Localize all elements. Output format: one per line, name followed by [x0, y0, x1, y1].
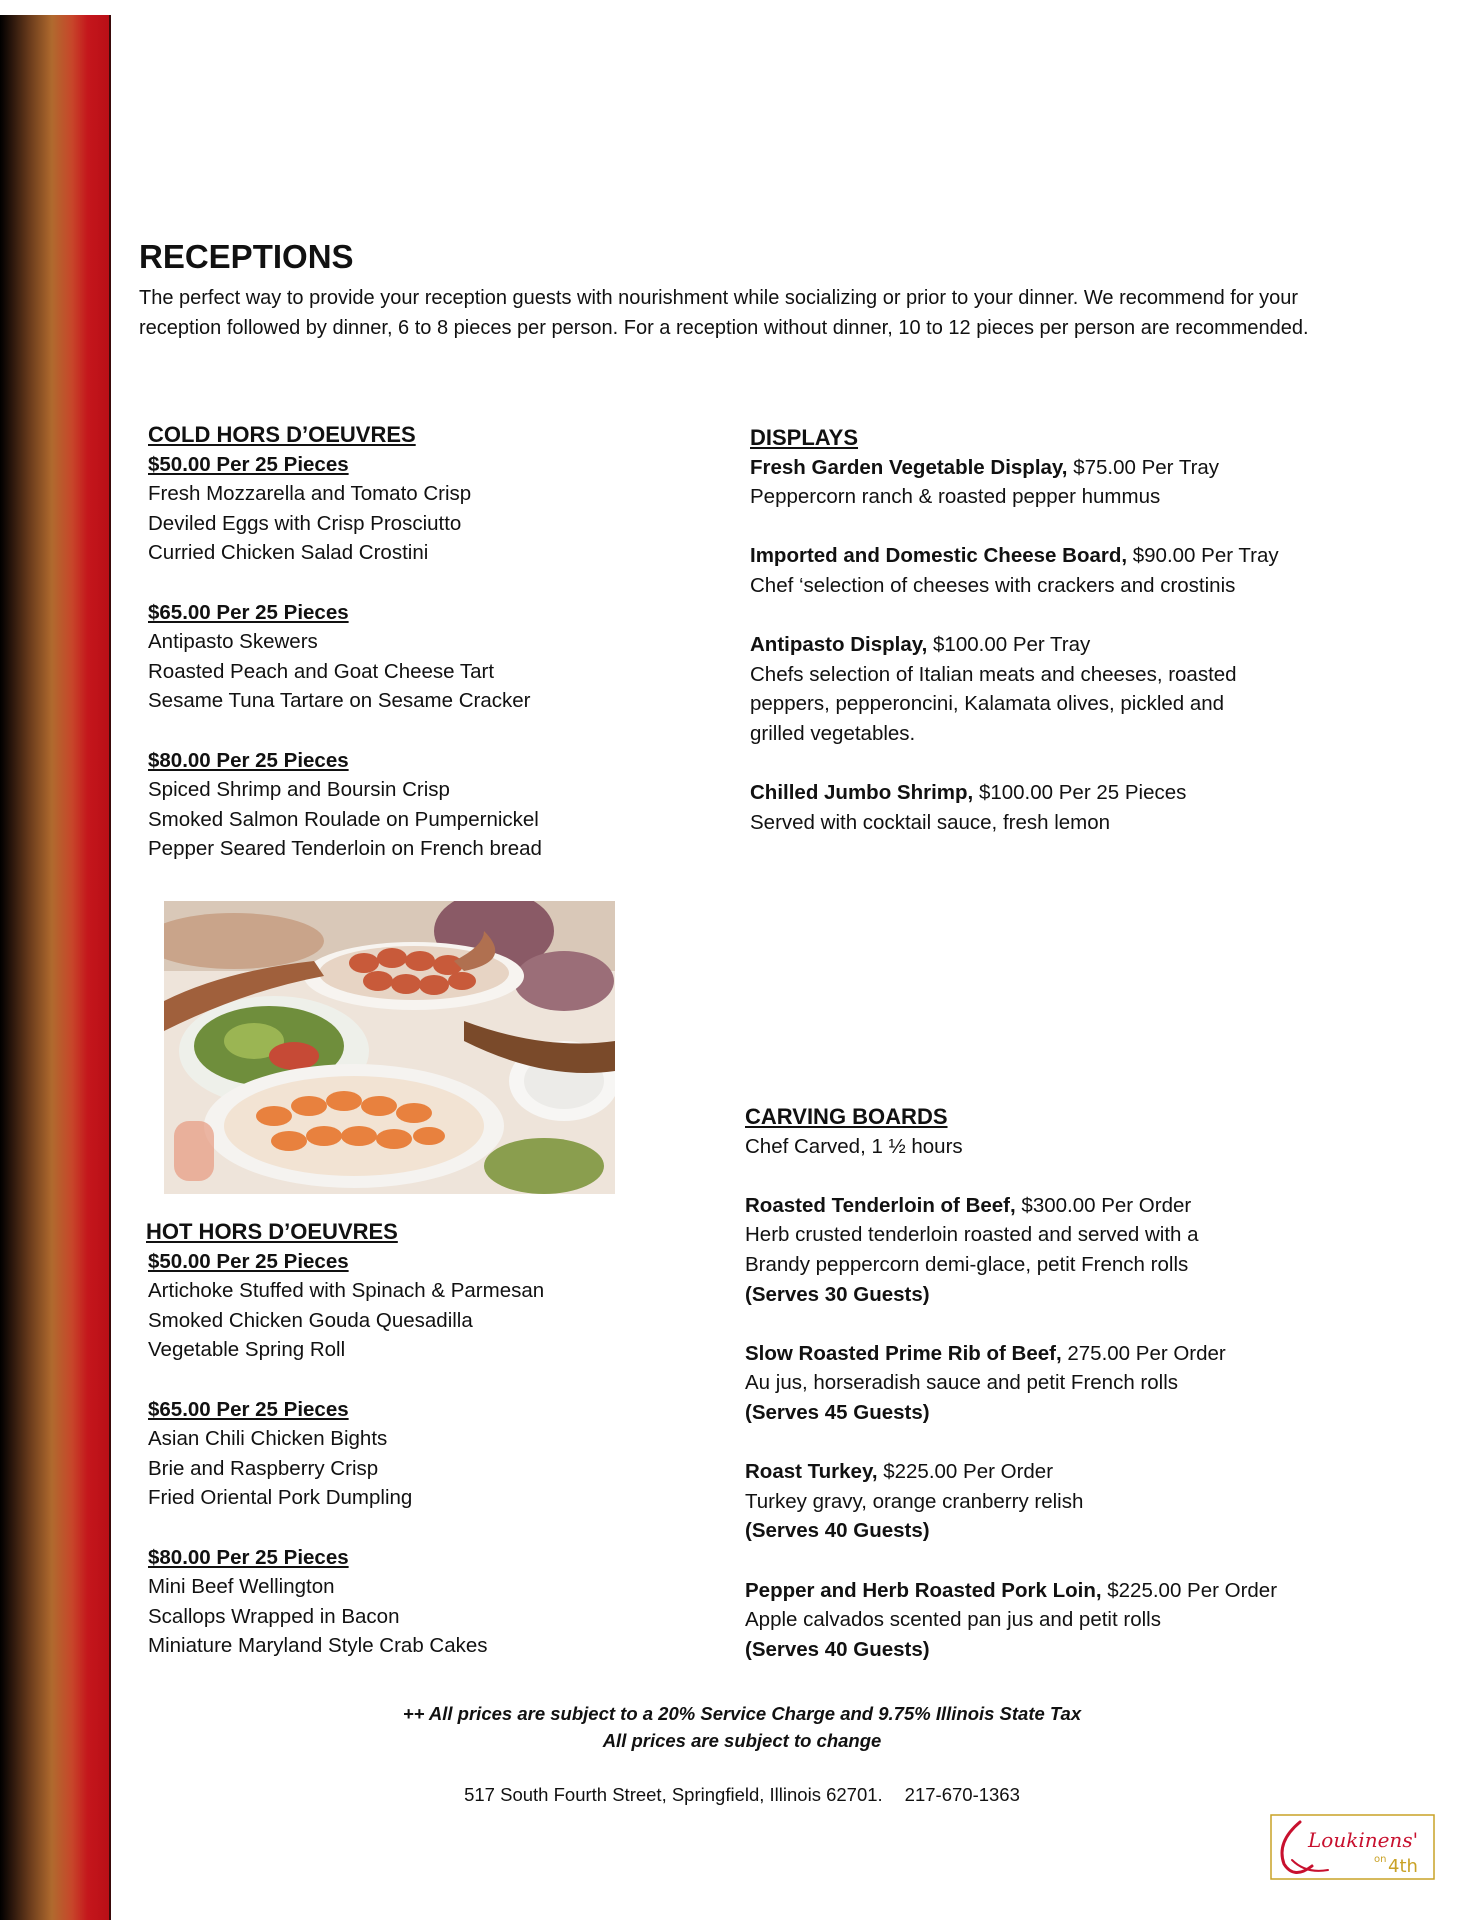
carving-description: Brandy peppercorn demi-glace, petit French rolls — [745, 1252, 1189, 1276]
carving-price: 275.00 Per Order — [1061, 1341, 1226, 1365]
address-line — [0, 1784, 1484, 1806]
display-description: Peppercorn ranch & roasted pepper hummus — [750, 485, 1161, 509]
menu-item: Smoked Salmon Roulade on Pumpernickel — [148, 807, 539, 831]
menu-item: Miniature Maryland Style Crab Cakes — [148, 1634, 488, 1658]
section-heading: DISPLAYS — [750, 425, 859, 450]
display-description: Chef ‘selection of cheeses with crackers and crostinis — [750, 573, 1236, 597]
carving-price: $225.00 Per Order — [1101, 1578, 1278, 1602]
street-address: 517 South Fourth Street, Springfield, Illinois 62701. — [464, 1784, 883, 1805]
display-price: $100.00 Per Tray — [927, 633, 1091, 657]
display-price: $100.00 Per 25 Pieces — [973, 781, 1187, 805]
menu-item: Roasted Peach and Goat Cheese Tart — [148, 659, 495, 683]
carving-description: Apple calvados scented pan jus and petit rolls — [745, 1608, 1161, 1632]
menu-item: Antipasto Skewers — [148, 630, 318, 654]
menu-item: Fresh Mozzarella and Tomato Crisp — [148, 482, 472, 506]
carving-serves: (Serves 40 Guests) — [745, 1637, 930, 1661]
price-tier: $50.00 Per 25 Pieces — [148, 452, 349, 476]
menu-item: Artichoke Stuffed with Spinach & Parmesan — [148, 1279, 545, 1303]
intro-paragraph: The perfect way to provide your reception guests with nourishment while socializing or prior to your dinner. We recommend for your reception followed by dinner, 6 to 8 pieces per person. For a reception without dinner, 10 to 12 pieces per person are recommended. — [139, 287, 1309, 339]
display-name: Fresh Garden Vegetable Display, — [750, 455, 1068, 479]
carving-serves: (Serves 45 Guests) — [745, 1400, 930, 1424]
loukinens-logo — [1270, 1812, 1435, 1882]
carving-description: Turkey gravy, orange cranberry relish — [745, 1489, 1084, 1513]
price-tier: $65.00 Per 25 Pieces — [148, 1397, 349, 1421]
display-price: $90.00 Per Tray — [1127, 544, 1279, 568]
menu-item: Vegetable Spring Roll — [148, 1338, 346, 1362]
logo-on: on — [1374, 1854, 1387, 1865]
display-description: Chefs selection of Italian meats and cheeses, roasted — [750, 662, 1237, 686]
menu-item: Brie and Raspberry Crisp — [148, 1456, 379, 1480]
menu-item: Asian Chili Chicken Bights — [148, 1427, 388, 1451]
menu-item: Curried Chicken Salad Crostini — [148, 541, 429, 565]
price-tier: $65.00 Per 25 Pieces — [148, 600, 349, 624]
carving-name: Pepper and Herb Roasted Pork Loin, — [745, 1578, 1102, 1602]
carving-description: Herb crusted tenderloin roasted and served with a — [745, 1223, 1199, 1247]
price-tier: $80.00 Per 25 Pieces — [148, 748, 349, 772]
hot-hors-doeuvres-section — [146, 1217, 544, 1661]
price-tier: $50.00 Per 25 Pieces — [148, 1249, 349, 1273]
menu-item: Smoked Chicken Gouda Quesadilla — [148, 1308, 473, 1332]
menu-item: Mini Beef Wellington — [148, 1575, 335, 1599]
carving-name: Roasted Tenderloin of Beef, — [745, 1193, 1016, 1217]
carving-serves: (Serves 40 Guests) — [745, 1519, 930, 1543]
menu-item: Fried Oriental Pork Dumpling — [148, 1486, 413, 1510]
logo-wordmark: Loukinens' — [1308, 1828, 1419, 1852]
cold-hors-doeuvres-section — [148, 420, 542, 864]
menu-item: Deviled Eggs with Crisp Prosciutto — [148, 511, 462, 535]
display-description: grilled vegetables. — [750, 721, 916, 745]
menu-item: Pepper Seared Tenderloin on French bread — [148, 837, 542, 861]
logo-fourth: 4th — [1388, 1856, 1418, 1877]
carving-description: Au jus, horseradish sauce and petit French rolls — [745, 1371, 1179, 1395]
section-subtitle: Chef Carved, 1 ½ hours — [745, 1134, 963, 1158]
display-name: Imported and Domestic Cheese Board, — [750, 544, 1128, 568]
carving-name: Roast Turkey, — [745, 1460, 878, 1484]
display-name: Antipasto Display, — [750, 633, 928, 657]
display-description: Served with cocktail sauce, fresh lemon — [750, 810, 1111, 834]
decorative-sidebar — [0, 15, 110, 1920]
phone-number: 217-670-1363 — [904, 1784, 1020, 1805]
carving-serves: (Serves 30 Guests) — [745, 1282, 930, 1306]
page-title: RECEPTIONS — [139, 238, 354, 275]
menu-item: Scallops Wrapped in Bacon — [148, 1604, 400, 1628]
menu-item: Sesame Tuna Tartare on Sesame Cracker — [148, 689, 531, 713]
display-name: Chilled Jumbo Shrimp, — [750, 781, 974, 805]
displays-section — [750, 423, 1279, 837]
display-description: peppers, pepperoncini, Kalamata olives, pickled and — [750, 692, 1225, 716]
carving-price: $225.00 Per Order — [877, 1460, 1054, 1484]
menu-item: Spiced Shrimp and Boursin Crisp — [148, 778, 450, 802]
carving-name: Slow Roasted Prime Rib of Beef, — [745, 1341, 1062, 1365]
food-photo — [164, 901, 615, 1194]
price-change-note: All prices are subject to change — [602, 1730, 882, 1751]
section-heading: HOT HORS D’OEUVRES — [146, 1219, 398, 1244]
sidebar-edge — [109, 15, 111, 1920]
carving-boards-section — [745, 1102, 1277, 1664]
display-price: $75.00 Per Tray — [1067, 455, 1220, 479]
service-charge-note: ++ All prices are subject to a 20% Service Charge and 9.75% Illinois State Tax — [402, 1703, 1082, 1724]
section-heading: COLD HORS D’OEUVRES — [148, 422, 416, 447]
carving-price: $300.00 Per Order — [1015, 1193, 1192, 1217]
section-heading: CARVING BOARDS — [745, 1104, 948, 1129]
price-tier: $80.00 Per 25 Pieces — [148, 1545, 349, 1569]
